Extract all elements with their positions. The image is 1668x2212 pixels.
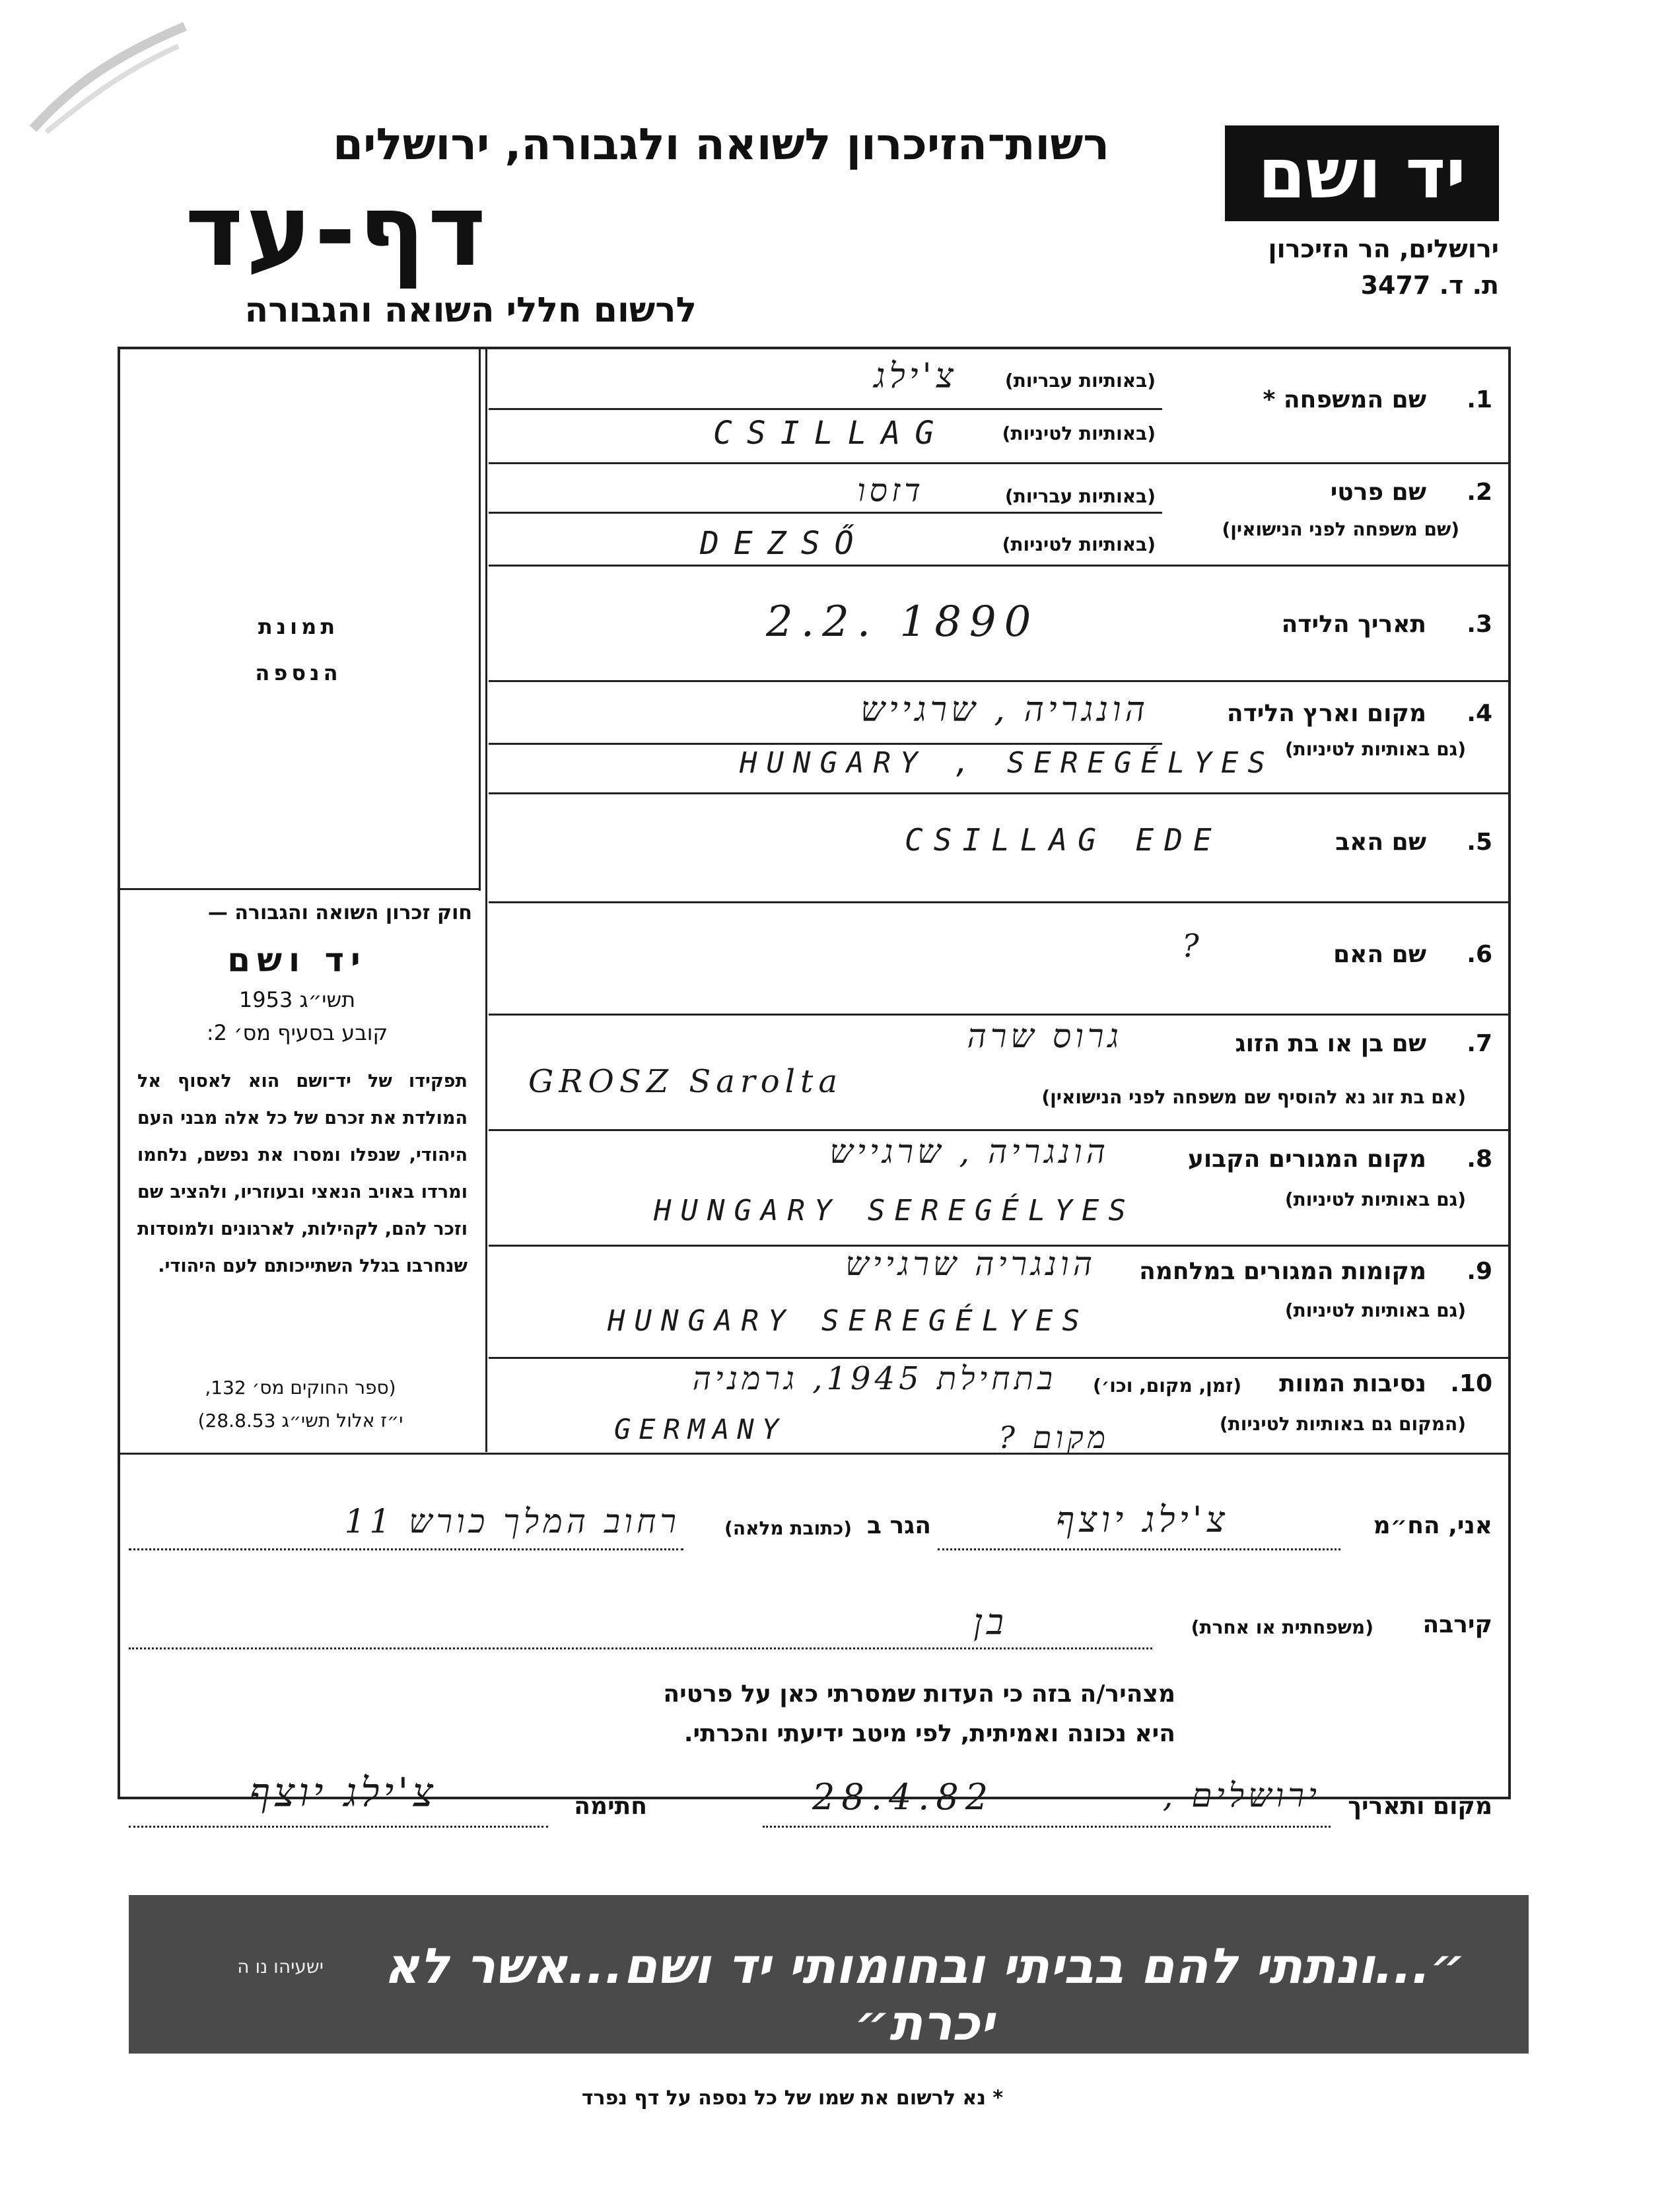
field-10-label: נסיבות המוות xyxy=(1279,1370,1426,1397)
field-4-number: 4. xyxy=(1467,700,1492,727)
resides-label: הגר ב xyxy=(867,1512,931,1539)
photo-box-bottom xyxy=(120,888,481,890)
row-line xyxy=(489,1129,1511,1131)
relation-note: (משפחתית או אחרת) xyxy=(1191,1616,1373,1638)
field-2-number: 2. xyxy=(1467,479,1492,506)
field-3-label: תאריך הלידה xyxy=(1281,611,1426,638)
declarant-line xyxy=(938,1548,1340,1550)
field-1-label: שם המשפחה * xyxy=(1263,386,1426,413)
field-2-latin-note: (באותיות לטיניות) xyxy=(1002,534,1156,555)
field-4-value-latin[interactable]: HUNGARY , SEREGÉLYES xyxy=(740,746,1274,780)
law-section: קובע בסעיף מס׳ 2: xyxy=(206,1020,388,1045)
field-8-number: 8. xyxy=(1467,1146,1492,1173)
sub-line xyxy=(489,512,1162,514)
field-9-note: (גם באותיות לטיניות) xyxy=(1284,1299,1466,1321)
field-9-value-latin[interactable]: HUNGARY SEREGÉLYES xyxy=(608,1304,1089,1338)
field-2-note: (שם משפחה לפני הנישואין) xyxy=(1222,518,1459,540)
banner-quote: ״...ונתתי להם בביתי ובחומותי יד ושם...אשר לא יכרת״ xyxy=(384,1938,1465,2052)
form-subtitle: לרשום חללי השואה והגבורה xyxy=(244,291,697,330)
date-value[interactable]: 28.4.82 xyxy=(812,1776,995,1818)
address-line-1: ירושלים, הר הזיכרון xyxy=(1268,234,1499,263)
form-title: דף-עד xyxy=(185,174,489,289)
law-year: תשי״ג 1953 xyxy=(238,987,356,1012)
law-name: יד ושם xyxy=(227,941,367,979)
field-8-label: מקום המגורים הקבוע xyxy=(1187,1146,1426,1173)
field-5-value[interactable]: CSILLAG EDE xyxy=(905,822,1222,858)
field-8-value-latin[interactable]: HUNGARY SEREGÉLYES xyxy=(654,1194,1135,1227)
field-10-value-hebrew[interactable]: בתחילת 1945, גרמניה xyxy=(692,1360,1057,1397)
field-7-number: 7. xyxy=(1467,1030,1492,1057)
address-line xyxy=(129,1548,683,1550)
field-2-value-latin[interactable]: DEZSŐ xyxy=(700,525,868,562)
sidebar-divider xyxy=(485,349,487,1452)
row-line xyxy=(489,1014,1511,1016)
signature-label: חתימה xyxy=(574,1793,647,1820)
field-1-hebrew-note: (באותיות עבריות) xyxy=(1004,370,1156,392)
place-date-label: מקום ותאריך xyxy=(1348,1793,1492,1820)
field-8-note: (גם באותיות לטיניות) xyxy=(1284,1189,1466,1210)
row-line xyxy=(489,462,1511,464)
photo-box-right xyxy=(479,349,481,891)
address-line-2: ת. ד. 3477 xyxy=(1360,271,1499,300)
field-9-value-hebrew[interactable]: הונגריה שרגייש xyxy=(845,1245,1096,1283)
row-line xyxy=(489,792,1511,794)
sub-line xyxy=(489,743,1162,745)
statement-line-2: היא נכונה ואמיתית, לפי מיטב ידיעתי והכרתי. xyxy=(683,1720,1175,1747)
field-7-value-hebrew[interactable]: גרוס שרה xyxy=(967,1017,1123,1055)
address-value[interactable]: רחוב המלך כורש 11 xyxy=(344,1502,680,1540)
field-2-hebrew-note: (באותיות עבריות) xyxy=(1004,485,1156,507)
law-title: חוק זכרון השואה והגבורה — xyxy=(207,901,472,924)
fields-bottom xyxy=(120,1453,1508,1455)
law-text: תפקידו של יד־ושם הוא לאסוף אל המולדת את זכרם של כל אלה מבני העם היהודי, שנפלו ומסרו את נפשם, נלחמו ומרדו באויב הנאצי ובעוזריו, ולהציב שם וזכר להם, לקהילות, לארגונים ולמוסדות שנחרבו בגלל השתייכותם לעם היהודי. xyxy=(137,1071,468,1276)
field-4-value-hebrew[interactable]: הונגריה , שרגייש xyxy=(860,690,1149,730)
field-8-value-hebrew[interactable]: הונגריה , שרגייש xyxy=(829,1132,1109,1171)
field-5-label: שם האב xyxy=(1335,829,1426,856)
row-line xyxy=(489,1357,1511,1359)
law-reference-2: י״ז אלול תשי״ג 28.8.53) xyxy=(197,1410,403,1432)
field-3-number: 3. xyxy=(1467,611,1492,638)
statement-line-1: מצהיר/ה בזה כי העדות שמסרתי כאן על פרטיה xyxy=(663,1680,1175,1708)
field-7-label: שם בן או בת הזוג xyxy=(1235,1030,1426,1057)
field-2-value-hebrew[interactable]: דזסו xyxy=(857,472,924,509)
authority-name: רשות־הזיכרון לשואה ולגבורה, ירושלים xyxy=(333,119,1109,170)
relation-value[interactable]: בן xyxy=(973,1601,1008,1643)
field-9-label: מקומות המגורים במלחמה xyxy=(1139,1258,1426,1285)
field-9-number: 9. xyxy=(1467,1258,1492,1285)
field-6-number: 6. xyxy=(1467,941,1492,968)
field-10-label-note: (זמן, מקום, וכו׳) xyxy=(1093,1375,1241,1397)
footnote: * נא לרשום את שמו של כל נספה על דף נפרד xyxy=(581,2087,1004,2110)
field-10-value-extra[interactable]: מקום ? xyxy=(998,1420,1109,1455)
field-6-label: שם האם xyxy=(1333,941,1426,968)
field-10-number: 10. xyxy=(1450,1370,1492,1397)
photo-label-2: הנספה xyxy=(255,660,342,685)
declarant-label: אני, הח״מ xyxy=(1373,1512,1492,1539)
field-5-number: 5. xyxy=(1467,829,1492,856)
field-10-note: (המקום גם באותיות לטיניות) xyxy=(1219,1413,1466,1435)
photo-label-1: תמונת xyxy=(258,614,339,639)
field-2-label: שם פרטי xyxy=(1330,479,1426,506)
field-1-number: 1. xyxy=(1467,386,1492,413)
place-date-line xyxy=(763,1826,1331,1828)
signature-line xyxy=(129,1826,548,1828)
yad-vashem-logo xyxy=(1225,125,1499,221)
row-line xyxy=(489,680,1511,682)
field-10-value-latin[interactable]: GERMANY xyxy=(614,1413,787,1445)
field-3-value[interactable]: 2.2. 1890 xyxy=(766,598,1039,646)
relation-label: קירבה xyxy=(1422,1611,1492,1638)
banner-source: ישעיהו נו ה xyxy=(237,1956,324,1978)
row-line xyxy=(489,901,1511,903)
field-7-note: (אם בת זוג נא להוסיף שם משפחה לפני הנישואין) xyxy=(1041,1086,1466,1108)
field-6-value[interactable]: ? xyxy=(1182,928,1203,965)
place-value[interactable]: ירושלים , xyxy=(1162,1776,1321,1815)
field-4-label: מקום וארץ הלידה xyxy=(1226,700,1426,727)
field-1-value-hebrew[interactable]: צ'ילג xyxy=(874,357,957,396)
signature-value[interactable]: צ'ילג יוצף xyxy=(249,1770,438,1816)
field-7-value-latin[interactable]: GROSZ Sarolta xyxy=(528,1063,843,1100)
logo-text: יד ושם xyxy=(1258,133,1466,214)
field-1-value-latin[interactable]: CSILLAG xyxy=(713,415,949,452)
relation-line xyxy=(129,1647,1152,1649)
sub-line xyxy=(489,408,1162,410)
field-1-latin-note: (באותיות לטיניות) xyxy=(1002,423,1156,444)
declarant-value[interactable]: צ'ילג יוצף xyxy=(1056,1499,1229,1540)
row-line xyxy=(489,565,1511,567)
field-4-note: (גם באותיות לטיניות) xyxy=(1284,738,1466,760)
law-reference-1: (ספר החוקים מס׳ 132, xyxy=(205,1377,396,1399)
address-note: (כתובת מלאה) xyxy=(724,1517,852,1539)
